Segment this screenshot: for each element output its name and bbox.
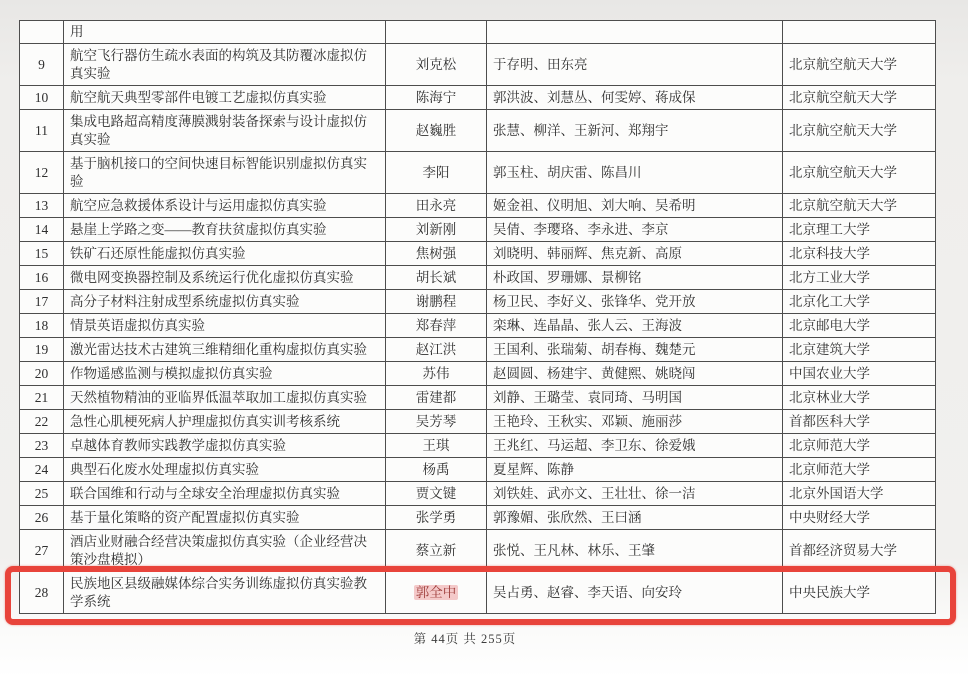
row-number-cell: 19 [20, 338, 64, 362]
university-cell: 中央民族大学 [783, 572, 936, 614]
row-number-cell: 10 [20, 86, 64, 110]
team-members-cell: 张悦、王凡林、林乐、王肇 [487, 530, 783, 572]
university-cell: 北京建筑大学 [783, 338, 936, 362]
project-title-cell: 急性心肌梗死病人护理虚拟仿真实训考核系统 [64, 410, 386, 434]
row-number-cell: 11 [20, 110, 64, 152]
university-cell: 北京航空航天大学 [783, 44, 936, 86]
team-members-cell: 张慧、柳洋、王新河、郑翔宇 [487, 110, 783, 152]
project-title-cell: 典型石化废水处理虚拟仿真实验 [64, 458, 386, 482]
university-cell [783, 21, 936, 44]
projects-table-body [20, 21, 936, 614]
project-leader-cell [386, 572, 487, 614]
team-members-cell: 刘静、王璐莹、袁同琦、马明国 [487, 386, 783, 410]
page-number-footer: 第 44页 共 255页 [413, 632, 517, 646]
team-members-cell: 姬金祖、仪明旭、刘大响、吴希明 [487, 194, 783, 218]
row-number-cell: 20 [20, 362, 64, 386]
row-number-cell: 22 [20, 410, 64, 434]
university-cell: 北京外国语大学 [783, 482, 936, 506]
row-number-cell: 17 [20, 290, 64, 314]
table-row [20, 386, 936, 410]
university-cell: 首都医科大学 [783, 410, 936, 434]
project-title-cell: 联合国维和行动与全球安全治理虚拟仿真实验 [64, 482, 386, 506]
row-number-cell: 9 [20, 44, 64, 86]
project-title-cell: 天然植物精油的亚临界低温萃取加工虚拟仿真实验 [64, 386, 386, 410]
table-row [20, 266, 936, 290]
project-title-cell: 激光雷达技术古建筑三维精细化重构虚拟仿真实验 [64, 338, 386, 362]
university-cell: 北京师范大学 [783, 458, 936, 482]
team-members-cell: 刘铁娃、武亦文、王壮壮、徐一洁 [487, 482, 783, 506]
table-row [20, 362, 936, 386]
project-leader-cell: 蔡立新 [386, 530, 487, 572]
project-leader-cell: 吴芳琴 [386, 410, 487, 434]
university-cell: 北京科技大学 [783, 242, 936, 266]
project-title-cell: 民族地区县级融媒体综合实务训练虚拟仿真实验教学系统 [64, 572, 386, 614]
table-row [20, 482, 936, 506]
table-row-continuation [20, 21, 936, 44]
project-leader-cell: 陈海宁 [386, 86, 487, 110]
table-row [20, 44, 936, 86]
table-row [20, 110, 936, 152]
team-members-cell: 栾琳、连晶晶、张人云、王海波 [487, 314, 783, 338]
team-members-cell: 杨卫民、李好义、张锋华、党开放 [487, 290, 783, 314]
table-row-highlighted [20, 572, 936, 614]
project-title-cell: 高分子材料注射成型系统虚拟仿真实验 [64, 290, 386, 314]
project-title-cell: 情景英语虚拟仿真实验 [64, 314, 386, 338]
team-members-cell: 刘晓明、韩丽辉、焦克新、高原 [487, 242, 783, 266]
table-row [20, 434, 936, 458]
university-cell: 北方工业大学 [783, 266, 936, 290]
project-leader-cell: 王琪 [386, 434, 487, 458]
project-leader-cell [386, 21, 487, 44]
project-title-cell: 航空航天典型零部件电镀工艺虚拟仿真实验 [64, 86, 386, 110]
project-leader-cell: 赵江洪 [386, 338, 487, 362]
university-cell: 北京航空航天大学 [783, 152, 936, 194]
table-row [20, 314, 936, 338]
project-leader-cell: 胡长斌 [386, 266, 487, 290]
highlighted-leader-name: 郭全中 [415, 584, 457, 600]
project-title-cell: 铁矿石还原性能虚拟仿真实验 [64, 242, 386, 266]
team-members-cell: 吴倩、李璎珞、李永进、李京 [487, 218, 783, 242]
project-title-cell: 基于量化策略的资产配置虚拟仿真实验 [64, 506, 386, 530]
team-members-cell: 吴占勇、赵睿、李天语、向安玲 [487, 572, 783, 614]
project-leader-cell: 谢鹏程 [386, 290, 487, 314]
project-leader-cell: 雷建都 [386, 386, 487, 410]
project-title-cell: 航空应急救援体系设计与运用虚拟仿真实验 [64, 194, 386, 218]
table-row [20, 152, 936, 194]
team-members-cell: 于存明、田东亮 [487, 44, 783, 86]
team-members-cell: 郭豫媚、张欣然、王曰涵 [487, 506, 783, 530]
project-title-cell: 航空飞行器仿生疏水表面的构筑及其防覆冰虚拟仿真实验 [64, 44, 386, 86]
university-cell: 北京林业大学 [783, 386, 936, 410]
row-number-cell: 25 [20, 482, 64, 506]
university-cell: 首都经济贸易大学 [783, 530, 936, 572]
project-leader-cell: 赵巍胜 [386, 110, 487, 152]
row-number-cell: 23 [20, 434, 64, 458]
team-members-cell: 王国利、张瑞菊、胡春梅、魏楚元 [487, 338, 783, 362]
team-members-cell: 王兆红、马运超、李卫东、徐爱娥 [487, 434, 783, 458]
university-cell: 北京化工大学 [783, 290, 936, 314]
table-row [20, 458, 936, 482]
row-number-cell: 21 [20, 386, 64, 410]
row-number-cell: 24 [20, 458, 64, 482]
table-row [20, 410, 936, 434]
table-row [20, 242, 936, 266]
project-title-cell: 卓越体育教师实践教学虚拟仿真实验 [64, 434, 386, 458]
team-members-cell: 赵圆圆、杨建宇、黄健熙、姚晓闯 [487, 362, 783, 386]
project-leader-cell: 焦树强 [386, 242, 487, 266]
row-number-cell: 16 [20, 266, 64, 290]
project-title-cell: 集成电路超高精度薄膜溅射装备探索与设计虚拟仿真实验 [64, 110, 386, 152]
university-cell: 中国农业大学 [783, 362, 936, 386]
project-leader-cell: 刘新刚 [386, 218, 487, 242]
table-row [20, 506, 936, 530]
project-title-cell: 基于脑机接口的空间快速目标智能识别虚拟仿真实验 [64, 152, 386, 194]
university-cell: 北京航空航天大学 [783, 110, 936, 152]
university-cell: 北京师范大学 [783, 434, 936, 458]
university-cell: 北京理工大学 [783, 218, 936, 242]
row-number-cell: 12 [20, 152, 64, 194]
table-row [20, 530, 936, 572]
project-leader-cell: 张学勇 [386, 506, 487, 530]
table-row [20, 194, 936, 218]
project-leader-cell: 郑春萍 [386, 314, 487, 338]
project-leader-cell: 苏伟 [386, 362, 487, 386]
project-leader-cell: 刘克松 [386, 44, 487, 86]
team-members-cell [487, 21, 783, 44]
team-members-cell: 夏星辉、陈静 [487, 458, 783, 482]
team-members-cell: 朴政国、罗珊娜、景柳铭 [487, 266, 783, 290]
row-number-cell: 14 [20, 218, 64, 242]
table-row [20, 290, 936, 314]
project-title-cell: 悬崖上学路之变——教育扶贫虚拟仿真实验 [64, 218, 386, 242]
university-cell: 北京邮电大学 [783, 314, 936, 338]
team-members-cell: 郭洪波、刘慧丛、何雯婷、蒋成保 [487, 86, 783, 110]
table-row [20, 86, 936, 110]
team-members-cell: 郭玉柱、胡庆雷、陈昌川 [487, 152, 783, 194]
project-leader-cell: 李阳 [386, 152, 487, 194]
project-leader-cell: 田永亮 [386, 194, 487, 218]
university-cell: 北京航空航天大学 [783, 194, 936, 218]
project-title-cell: 用 [64, 21, 386, 44]
project-leader-cell: 贾文键 [386, 482, 487, 506]
table-row [20, 338, 936, 362]
row-number-cell: 13 [20, 194, 64, 218]
row-number-cell: 28 [20, 572, 64, 614]
team-members-cell: 王艳玲、王秋实、邓颖、施丽莎 [487, 410, 783, 434]
row-number-cell: 27 [20, 530, 64, 572]
university-cell: 北京航空航天大学 [783, 86, 936, 110]
row-number-cell: 18 [20, 314, 64, 338]
row-number-cell [20, 21, 64, 44]
project-title-cell: 作物遥感监测与模拟虚拟仿真实验 [64, 362, 386, 386]
projects-table [19, 20, 936, 614]
row-number-cell: 26 [20, 506, 64, 530]
project-title-cell: 酒店业财融合经营决策虚拟仿真实验（企业经营决策沙盘模拟） [64, 530, 386, 572]
table-row [20, 218, 936, 242]
project-leader-cell: 杨禹 [386, 458, 487, 482]
project-title-cell: 微电网变换器控制及系统运行优化虚拟仿真实验 [64, 266, 386, 290]
row-number-cell: 15 [20, 242, 64, 266]
university-cell: 中央财经大学 [783, 506, 936, 530]
